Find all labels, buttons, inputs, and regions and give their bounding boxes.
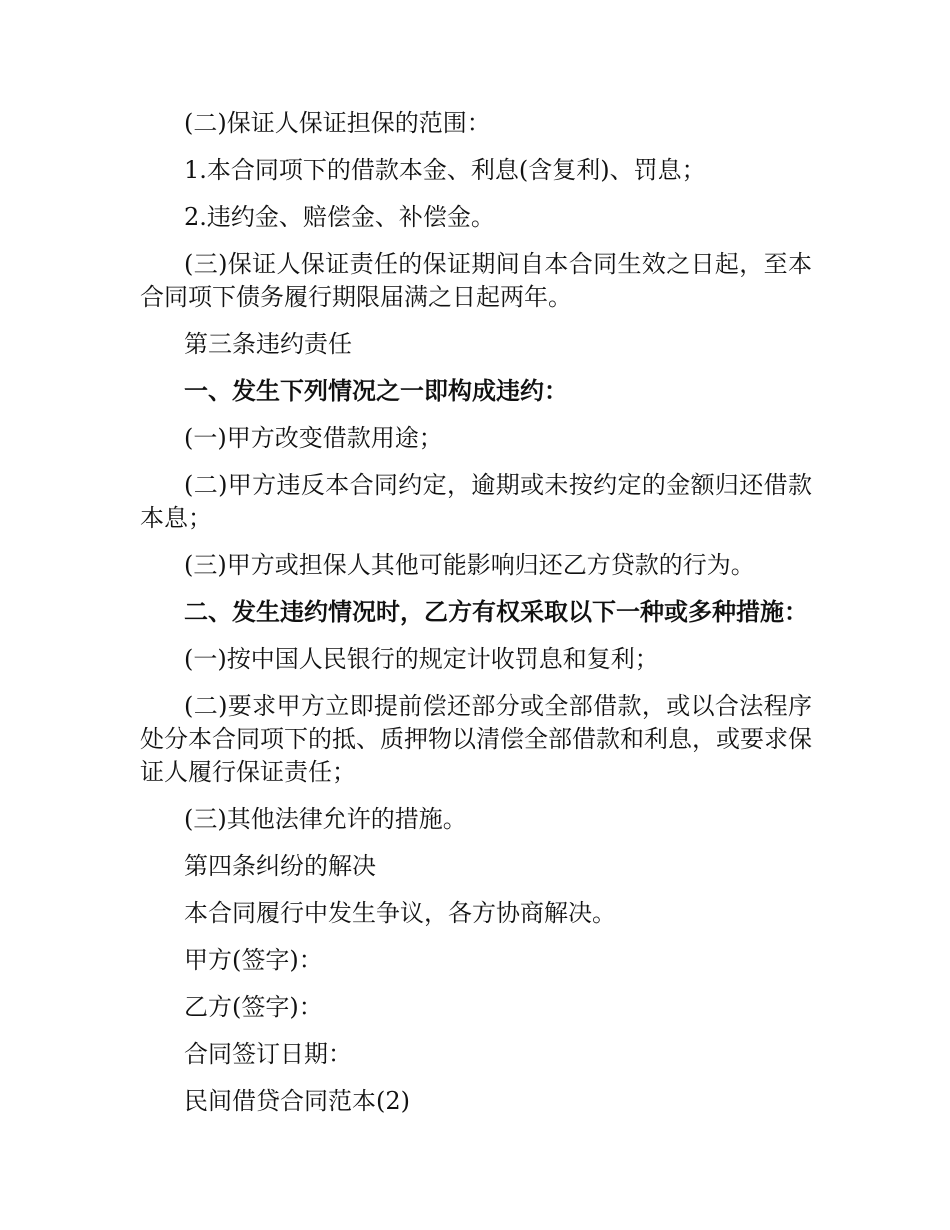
article-3-heading: 第三条违约责任 — [184, 330, 352, 358]
breach-conditions-heading: 一、发生下列情况之一即构成违约： — [184, 377, 568, 405]
breach-item-3: (三)甲方或担保人其他可能影响归还乙方贷款的行为。 — [184, 551, 755, 579]
party-b-signature: 乙方(签字)： — [184, 993, 323, 1021]
party-a-signature: 甲方(签字)： — [184, 946, 323, 974]
remedy-item-3: (三)其他法律允许的措施。 — [184, 805, 467, 833]
breach-item-2: (二)甲方违反本合同约定，逾期或未按约定的金额归还借款本息； — [140, 471, 812, 532]
scope-item-2: 2.违约金、赔偿金、补偿金。 — [184, 203, 495, 231]
breach-item-1: (一)甲方改变借款用途； — [184, 424, 443, 452]
next-template-title: 民间借贷合同范本(2) — [184, 1087, 410, 1115]
signing-date: 合同签订日期： — [184, 1040, 352, 1068]
guarantee-period-paragraph: (三)保证人保证责任的保证期间自本合同生效之日起，至本合同项下债务履行期限届满之日起两年。 — [140, 250, 812, 311]
document-body — [140, 107, 812, 1132]
scope-item-1: 1.本合同项下的借款本金、利息(含复利)、罚息； — [184, 156, 706, 184]
article-4-heading: 第四条纠纷的解决 — [184, 852, 376, 880]
remedy-item-2: (二)要求甲方立即提前偿还部分或全部借款，或以合法程序处分本合同项下的抵、质押物以清偿全部借款和利息，或要求保证人履行保证责任； — [140, 692, 812, 786]
remedies-heading: 二、发生违约情况时，乙方有权采取以下一种或多种措施： — [184, 598, 808, 626]
dispute-resolution-text: 本合同履行中发生争议，各方协商解决。 — [184, 899, 616, 927]
guarantee-scope-heading: (二)保证人保证担保的范围： — [184, 109, 491, 137]
remedy-item-1: (一)按中国人民银行的规定计收罚息和复利； — [184, 645, 659, 673]
